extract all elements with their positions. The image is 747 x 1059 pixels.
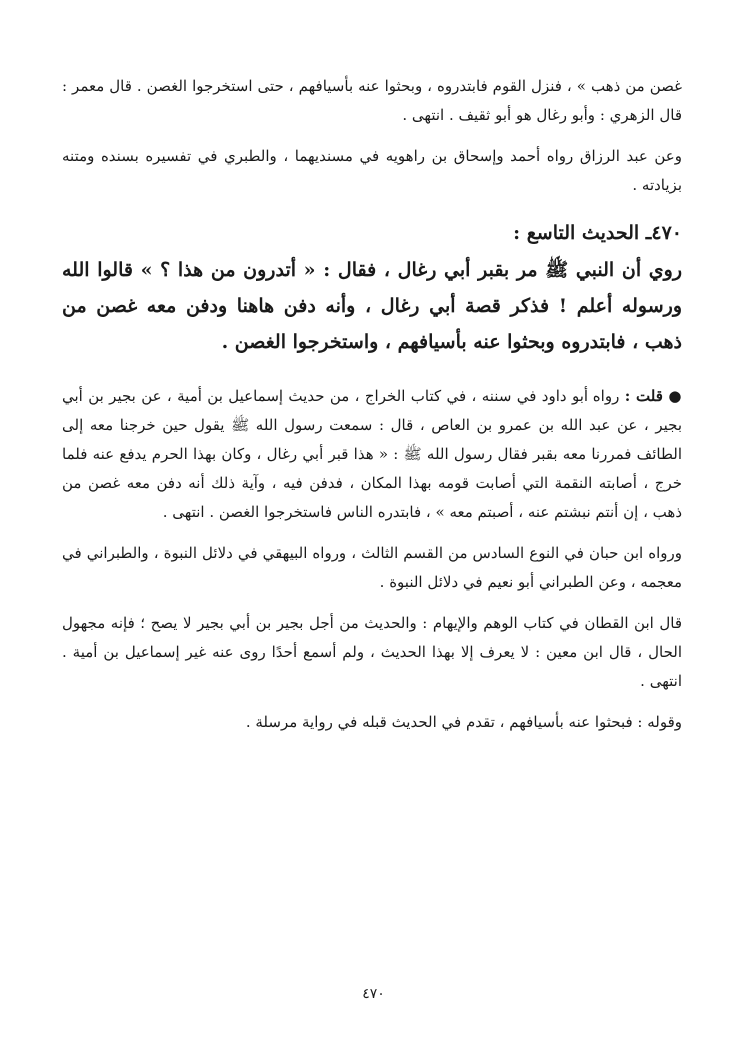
- bullet-icon: ●: [668, 387, 682, 405]
- page-content: [62, 72, 682, 755]
- qult-label: قلت :: [624, 387, 663, 405]
- qult-paragraph: [62, 382, 682, 527]
- paragraph-4: ورواه ابن حبان في النوع السادس من القسم الثالث ، ورواه البيهقي في دلائل النبوة ، والطبراني في معجمه ، وعن الطبراني أبو نعيم في دلائل النبوة .: [62, 544, 683, 591]
- hadith-title: ٤٧٠ـ الحديث التاسع :: [513, 222, 682, 244]
- hadith-body: روي أن النبي ﷺ مر بقبر أبي رغال ، فقال : « أتدرون من هذا ؟ » قالوا الله ورسوله أعلم ! فذكر قصة أبي رغال ، وأنه دفن هاهنا ودفن معه غصن من ذهب ، فابتدروه وبحثوا عنه بأسيافهم ، واستخرجوا الغصن .: [62, 259, 682, 353]
- paragraph-6: وقوله : فبحثوا عنه بأسيافهم ، تقدم في الحديث قبله في رواية مرسلة .: [245, 713, 682, 731]
- paragraph-2: وعن عبد الرزاق رواه أحمد وإسحاق بن راهويه في مسنديهما ، والطبري في تفسيره بسنده ومتنه بزيادته .: [62, 147, 682, 194]
- page-number: ٤٧٠: [362, 986, 385, 1002]
- paragraph-1: غصن من ذهب » ، فنزل القوم فابتدروه ، وبحثوا عنه بأسيافهم ، حتى استخرجوا الغصن . قال معمر : قال الزهري : وأبو رغال هو أبو ثقيف . انتهى .: [62, 77, 682, 124]
- paragraph-5: قال ابن القطان في كتاب الوهم والإيهام : والحديث من أجل بجير بن أبي بجير لا يصح ؛ فإنه مجهول الحال ، قال ابن معين : لا يعرف إلا بهذا الحديث ، ولم أسمع أحدًا روى عنه غير إسماعيل بن أمية . انتهى .: [62, 614, 682, 690]
- qult-text: رواه أبو داود في سننه ، في كتاب الخراج ، من حديث إسماعيل بن أمية ، عن بجير بن أبي بجير ، عن عبد الله بن عمرو بن العاص ، قال : سمعت رسول الله ﷺ يقول حين خرجنا معه إلى الطائف فمررنا معه بقبر فقال رسول الله ﷺ : « هذا قبر أبي رغال ، وكان بهذا الحرم يدفع عنه فلما خرج ، أصابته النقمة التي أصابت قومه بهذا المكان ، فدفن فيه ، وآية ذلك أنه دفن معه غصن من ذهب ، إن أنتم نبشتم عنه ، أصبتم معه » ، فابتدره الناس فاستخرجوا الغصن . انتهى .: [62, 387, 682, 521]
